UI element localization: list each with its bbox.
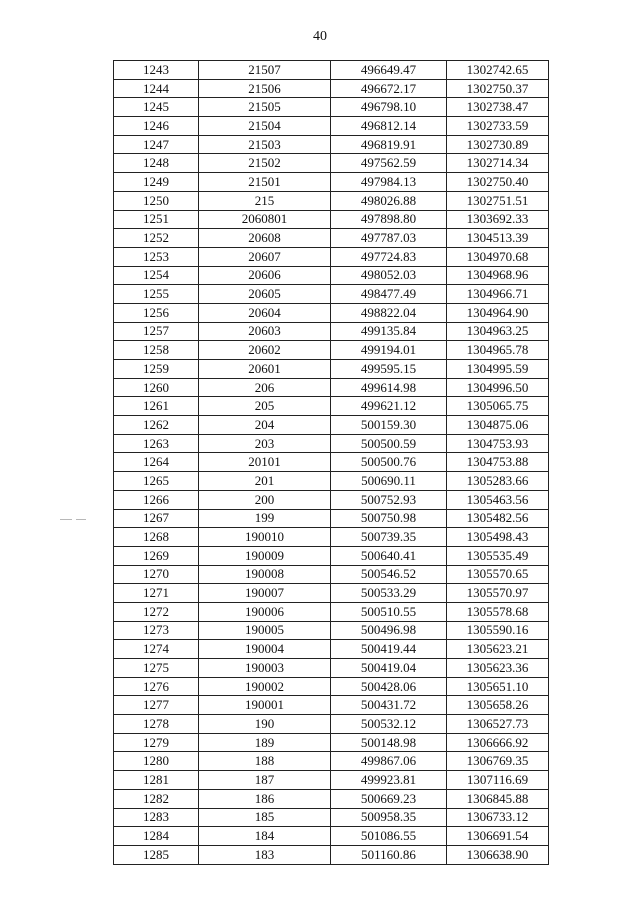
- table-row: [114, 434, 549, 453]
- x-coordinate-cell: 500739.35: [331, 528, 447, 547]
- table-row: [114, 61, 549, 80]
- y-coordinate-cell: 1304968.96: [447, 266, 549, 285]
- y-coordinate-cell: 1304996.50: [447, 378, 549, 397]
- y-coordinate-cell: 1304995.59: [447, 360, 549, 379]
- table-row: [114, 696, 549, 715]
- row-index-cell: 1267: [114, 509, 199, 528]
- point-id-cell: 186: [199, 789, 331, 808]
- table-row: [114, 397, 549, 416]
- x-coordinate-cell: 497984.13: [331, 173, 447, 192]
- row-index-cell: 1282: [114, 789, 199, 808]
- y-coordinate-cell: 1305651.10: [447, 677, 549, 696]
- point-id-cell: 201: [199, 472, 331, 491]
- x-coordinate-cell: 497787.03: [331, 229, 447, 248]
- y-coordinate-cell: 1305623.21: [447, 640, 549, 659]
- table-row: [114, 191, 549, 210]
- y-coordinate-cell: 1306527.73: [447, 715, 549, 734]
- row-index-cell: 1263: [114, 434, 199, 453]
- point-id-cell: 21506: [199, 79, 331, 98]
- y-coordinate-cell: 1305065.75: [447, 397, 549, 416]
- point-id-cell: 21504: [199, 117, 331, 136]
- point-id-cell: 204: [199, 416, 331, 435]
- table-row: [114, 173, 549, 192]
- point-id-cell: 190003: [199, 659, 331, 678]
- table-row: [114, 565, 549, 584]
- point-id-cell: 20101: [199, 453, 331, 472]
- table-row: [114, 621, 549, 640]
- table-row: [114, 771, 549, 790]
- table-row: [114, 229, 549, 248]
- x-coordinate-cell: 499621.12: [331, 397, 447, 416]
- table-row: [114, 602, 549, 621]
- row-index-cell: 1274: [114, 640, 199, 659]
- row-index-cell: 1277: [114, 696, 199, 715]
- row-index-cell: 1280: [114, 752, 199, 771]
- point-id-cell: 183: [199, 845, 331, 864]
- row-index-cell: 1246: [114, 117, 199, 136]
- table-row: [114, 472, 549, 491]
- x-coordinate-cell: 501086.55: [331, 827, 447, 846]
- row-index-cell: 1261: [114, 397, 199, 416]
- point-id-cell: 20608: [199, 229, 331, 248]
- x-coordinate-cell: 499614.98: [331, 378, 447, 397]
- point-id-cell: 190008: [199, 565, 331, 584]
- row-index-cell: 1273: [114, 621, 199, 640]
- row-index-cell: 1256: [114, 303, 199, 322]
- table-row: [114, 360, 549, 379]
- y-coordinate-cell: 1305590.16: [447, 621, 549, 640]
- y-coordinate-cell: 1305623.36: [447, 659, 549, 678]
- table-row: [114, 546, 549, 565]
- x-coordinate-cell: 497898.80: [331, 210, 447, 229]
- point-id-cell: 2060801: [199, 210, 331, 229]
- x-coordinate-cell: 500690.11: [331, 472, 447, 491]
- table-row: [114, 827, 549, 846]
- y-coordinate-cell: 1304970.68: [447, 247, 549, 266]
- point-id-cell: 190001: [199, 696, 331, 715]
- x-coordinate-cell: 500669.23: [331, 789, 447, 808]
- y-coordinate-cell: 1306733.12: [447, 808, 549, 827]
- y-coordinate-cell: 1304964.90: [447, 303, 549, 322]
- point-id-cell: 190004: [199, 640, 331, 659]
- y-coordinate-cell: 1305570.65: [447, 565, 549, 584]
- row-index-cell: 1257: [114, 322, 199, 341]
- table-row: [114, 322, 549, 341]
- row-index-cell: 1258: [114, 341, 199, 360]
- x-coordinate-cell: 500428.06: [331, 677, 447, 696]
- y-coordinate-cell: 1302730.89: [447, 135, 549, 154]
- point-id-cell: 20605: [199, 285, 331, 304]
- point-id-cell: 189: [199, 733, 331, 752]
- y-coordinate-cell: 1304753.93: [447, 434, 549, 453]
- x-coordinate-cell: 500510.55: [331, 602, 447, 621]
- point-id-cell: 20602: [199, 341, 331, 360]
- y-coordinate-cell: 1302733.59: [447, 117, 549, 136]
- row-index-cell: 1266: [114, 490, 199, 509]
- row-index-cell: 1262: [114, 416, 199, 435]
- point-id-cell: 21501: [199, 173, 331, 192]
- point-id-cell: 205: [199, 397, 331, 416]
- row-index-cell: 1259: [114, 360, 199, 379]
- x-coordinate-cell: 501160.86: [331, 845, 447, 864]
- row-index-cell: 1247: [114, 135, 199, 154]
- x-coordinate-cell: 500419.44: [331, 640, 447, 659]
- y-coordinate-cell: 1305283.66: [447, 472, 549, 491]
- page-number: 40: [313, 29, 327, 44]
- row-index-cell: 1243: [114, 61, 199, 80]
- y-coordinate-cell: 1305578.68: [447, 602, 549, 621]
- x-coordinate-cell: 499595.15: [331, 360, 447, 379]
- row-index-cell: 1250: [114, 191, 199, 210]
- point-id-cell: 215: [199, 191, 331, 210]
- y-coordinate-cell: 1303692.33: [447, 210, 549, 229]
- y-coordinate-cell: 1302738.47: [447, 98, 549, 117]
- row-index-cell: 1272: [114, 602, 199, 621]
- point-id-cell: 190010: [199, 528, 331, 547]
- table-row: [114, 210, 549, 229]
- y-coordinate-cell: 1305570.97: [447, 584, 549, 603]
- point-id-cell: 20604: [199, 303, 331, 322]
- point-id-cell: 190005: [199, 621, 331, 640]
- margin-mark: [60, 519, 72, 520]
- table-row: [114, 285, 549, 304]
- y-coordinate-cell: 1302750.40: [447, 173, 549, 192]
- y-coordinate-cell: 1306691.54: [447, 827, 549, 846]
- row-index-cell: 1284: [114, 827, 199, 846]
- table-row: [114, 98, 549, 117]
- y-coordinate-cell: 1306845.88: [447, 789, 549, 808]
- y-coordinate-cell: 1304966.71: [447, 285, 549, 304]
- point-id-cell: 20606: [199, 266, 331, 285]
- x-coordinate-cell: 499923.81: [331, 771, 447, 790]
- row-index-cell: 1270: [114, 565, 199, 584]
- y-coordinate-cell: 1304513.39: [447, 229, 549, 248]
- y-coordinate-cell: 1302742.65: [447, 61, 549, 80]
- point-id-cell: 20603: [199, 322, 331, 341]
- point-id-cell: 190: [199, 715, 331, 734]
- y-coordinate-cell: 1302714.34: [447, 154, 549, 173]
- x-coordinate-cell: 498477.49: [331, 285, 447, 304]
- x-coordinate-cell: 498052.03: [331, 266, 447, 285]
- point-id-cell: 185: [199, 808, 331, 827]
- x-coordinate-cell: 497562.59: [331, 154, 447, 173]
- y-coordinate-cell: 1305658.26: [447, 696, 549, 715]
- x-coordinate-cell: 500500.76: [331, 453, 447, 472]
- table-row: [114, 752, 549, 771]
- point-id-cell: 190007: [199, 584, 331, 603]
- x-coordinate-cell: 500958.35: [331, 808, 447, 827]
- y-coordinate-cell: 1304875.06: [447, 416, 549, 435]
- table-row: [114, 266, 549, 285]
- margin-mark: [76, 519, 86, 520]
- coordinates-table-body: [114, 61, 549, 865]
- table-row: [114, 659, 549, 678]
- table-row: [114, 341, 549, 360]
- y-coordinate-cell: 1306666.92: [447, 733, 549, 752]
- row-index-cell: 1279: [114, 733, 199, 752]
- point-id-cell: 21502: [199, 154, 331, 173]
- table-row: [114, 845, 549, 864]
- point-id-cell: 20601: [199, 360, 331, 379]
- row-index-cell: 1275: [114, 659, 199, 678]
- table-row: [114, 490, 549, 509]
- x-coordinate-cell: 500419.04: [331, 659, 447, 678]
- row-index-cell: 1260: [114, 378, 199, 397]
- point-id-cell: 184: [199, 827, 331, 846]
- table-row: [114, 154, 549, 173]
- table-row: [114, 378, 549, 397]
- x-coordinate-cell: 496649.47: [331, 61, 447, 80]
- x-coordinate-cell: 500148.98: [331, 733, 447, 752]
- point-id-cell: 187: [199, 771, 331, 790]
- point-id-cell: 188: [199, 752, 331, 771]
- table-row: [114, 79, 549, 98]
- row-index-cell: 1248: [114, 154, 199, 173]
- table-row: [114, 247, 549, 266]
- x-coordinate-cell: 496812.14: [331, 117, 447, 136]
- x-coordinate-cell: 498822.04: [331, 303, 447, 322]
- point-id-cell: 190006: [199, 602, 331, 621]
- table-row: [114, 715, 549, 734]
- row-index-cell: 1244: [114, 79, 199, 98]
- x-coordinate-cell: 496798.10: [331, 98, 447, 117]
- table-row: [114, 135, 549, 154]
- row-index-cell: 1265: [114, 472, 199, 491]
- table-row: [114, 584, 549, 603]
- y-coordinate-cell: 1304963.25: [447, 322, 549, 341]
- row-index-cell: 1271: [114, 584, 199, 603]
- row-index-cell: 1252: [114, 229, 199, 248]
- y-coordinate-cell: 1306769.35: [447, 752, 549, 771]
- row-index-cell: 1253: [114, 247, 199, 266]
- point-id-cell: 199: [199, 509, 331, 528]
- table-row: [114, 528, 549, 547]
- y-coordinate-cell: 1306638.90: [447, 845, 549, 864]
- point-id-cell: 206: [199, 378, 331, 397]
- point-id-cell: 190009: [199, 546, 331, 565]
- y-coordinate-cell: 1305482.56: [447, 509, 549, 528]
- row-index-cell: 1255: [114, 285, 199, 304]
- row-index-cell: 1268: [114, 528, 199, 547]
- point-id-cell: 20607: [199, 247, 331, 266]
- x-coordinate-cell: 500431.72: [331, 696, 447, 715]
- coordinates-table: [113, 60, 549, 865]
- point-id-cell: 200: [199, 490, 331, 509]
- y-coordinate-cell: 1302750.37: [447, 79, 549, 98]
- x-coordinate-cell: 499135.84: [331, 322, 447, 341]
- x-coordinate-cell: 500752.93: [331, 490, 447, 509]
- table-row: [114, 789, 549, 808]
- table-row: [114, 117, 549, 136]
- row-index-cell: 1249: [114, 173, 199, 192]
- x-coordinate-cell: 497724.83: [331, 247, 447, 266]
- x-coordinate-cell: 500532.12: [331, 715, 447, 734]
- row-index-cell: 1245: [114, 98, 199, 117]
- y-coordinate-cell: 1302751.51: [447, 191, 549, 210]
- table-row: [114, 453, 549, 472]
- row-index-cell: 1264: [114, 453, 199, 472]
- row-index-cell: 1269: [114, 546, 199, 565]
- table-row: [114, 733, 549, 752]
- point-id-cell: 203: [199, 434, 331, 453]
- row-index-cell: 1254: [114, 266, 199, 285]
- x-coordinate-cell: 500640.41: [331, 546, 447, 565]
- table-row: [114, 303, 549, 322]
- point-id-cell: 21507: [199, 61, 331, 80]
- row-index-cell: 1281: [114, 771, 199, 790]
- table-row: [114, 808, 549, 827]
- y-coordinate-cell: 1304965.78: [447, 341, 549, 360]
- x-coordinate-cell: 499194.01: [331, 341, 447, 360]
- y-coordinate-cell: 1305535.49: [447, 546, 549, 565]
- y-coordinate-cell: 1305498.43: [447, 528, 549, 547]
- y-coordinate-cell: 1304753.88: [447, 453, 549, 472]
- point-id-cell: 190002: [199, 677, 331, 696]
- table-row: [114, 416, 549, 435]
- point-id-cell: 21505: [199, 98, 331, 117]
- row-index-cell: 1276: [114, 677, 199, 696]
- table-row: [114, 677, 549, 696]
- row-index-cell: 1251: [114, 210, 199, 229]
- point-id-cell: 21503: [199, 135, 331, 154]
- x-coordinate-cell: 496819.91: [331, 135, 447, 154]
- x-coordinate-cell: 500546.52: [331, 565, 447, 584]
- y-coordinate-cell: 1307116.69: [447, 771, 549, 790]
- x-coordinate-cell: 496672.17: [331, 79, 447, 98]
- x-coordinate-cell: 500750.98: [331, 509, 447, 528]
- table-row: [114, 509, 549, 528]
- x-coordinate-cell: 499867.06: [331, 752, 447, 771]
- y-coordinate-cell: 1305463.56: [447, 490, 549, 509]
- x-coordinate-cell: 500496.98: [331, 621, 447, 640]
- x-coordinate-cell: 500533.29: [331, 584, 447, 603]
- row-index-cell: 1283: [114, 808, 199, 827]
- row-index-cell: 1278: [114, 715, 199, 734]
- x-coordinate-cell: 500159.30: [331, 416, 447, 435]
- x-coordinate-cell: 498026.88: [331, 191, 447, 210]
- table-row: [114, 640, 549, 659]
- x-coordinate-cell: 500500.59: [331, 434, 447, 453]
- row-index-cell: 1285: [114, 845, 199, 864]
